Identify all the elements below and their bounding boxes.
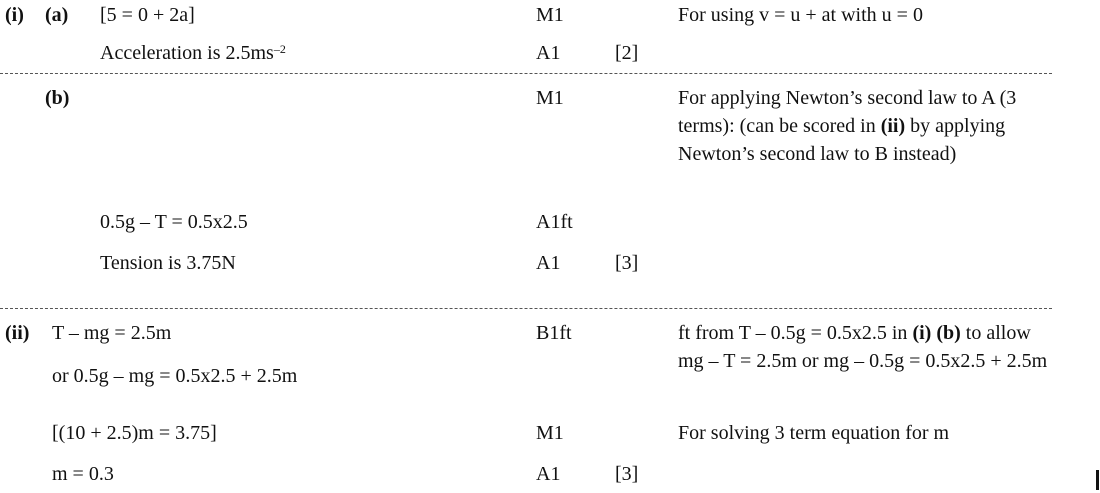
working-line: Tension is 3.75N	[100, 252, 236, 274]
part-ii-label: (ii)	[5, 322, 30, 344]
mark: A1ft	[536, 211, 573, 233]
part-b-label: (b)	[45, 87, 70, 109]
mark: A1	[536, 252, 561, 274]
mark: M1	[536, 4, 564, 26]
working-text: Acceleration is 2.5ms	[100, 42, 274, 64]
mark: M1	[536, 422, 564, 444]
working-line: [5 = 0 + 2a]	[100, 4, 195, 26]
comment	[678, 319, 1053, 375]
working-line	[100, 41, 286, 65]
comment: For solving 3 term equation for m	[678, 422, 950, 444]
working-line: [(10 + 2.5)m = 3.75]	[52, 422, 217, 444]
total-marks: [2]	[615, 42, 639, 64]
working-line: m = 0.3	[52, 463, 114, 485]
divider	[0, 73, 1052, 74]
part-a-label: (a)	[45, 4, 69, 26]
part-i-label: (i)	[5, 4, 24, 26]
exponent: –2	[273, 42, 286, 56]
mark: B1ft	[536, 322, 572, 344]
mark: A1	[536, 42, 561, 64]
text-cursor-icon	[1096, 470, 1099, 490]
comment-text: by applying Newton’s second law to B instead)	[678, 115, 1006, 165]
mark: M1	[536, 87, 564, 109]
comment-ref: (i) (b)	[912, 322, 961, 344]
comment-text: For applying Newton’s second law to A (3 terms): (can be scored in	[678, 87, 1017, 137]
comment	[678, 84, 1058, 168]
working-line: 0.5g – T = 0.5x2.5	[100, 211, 248, 233]
comment: For using v = u + at with u = 0	[678, 4, 923, 26]
working-line: or 0.5g – mg = 0.5x2.5 + 2.5m	[52, 365, 298, 387]
divider	[0, 308, 1052, 309]
total-marks: [3]	[615, 252, 639, 274]
total-marks: [3]	[615, 463, 639, 485]
comment-text: to allow mg – T = 2.5m or mg – 0.5g = 0.5x2.5 + 2.5m	[678, 322, 1048, 372]
mark: A1	[536, 463, 561, 485]
comment-ref: (ii)	[880, 115, 906, 137]
working-line: T – mg = 2.5m	[52, 322, 172, 344]
comment-text: ft from T – 0.5g = 0.5x2.5 in	[678, 322, 913, 344]
